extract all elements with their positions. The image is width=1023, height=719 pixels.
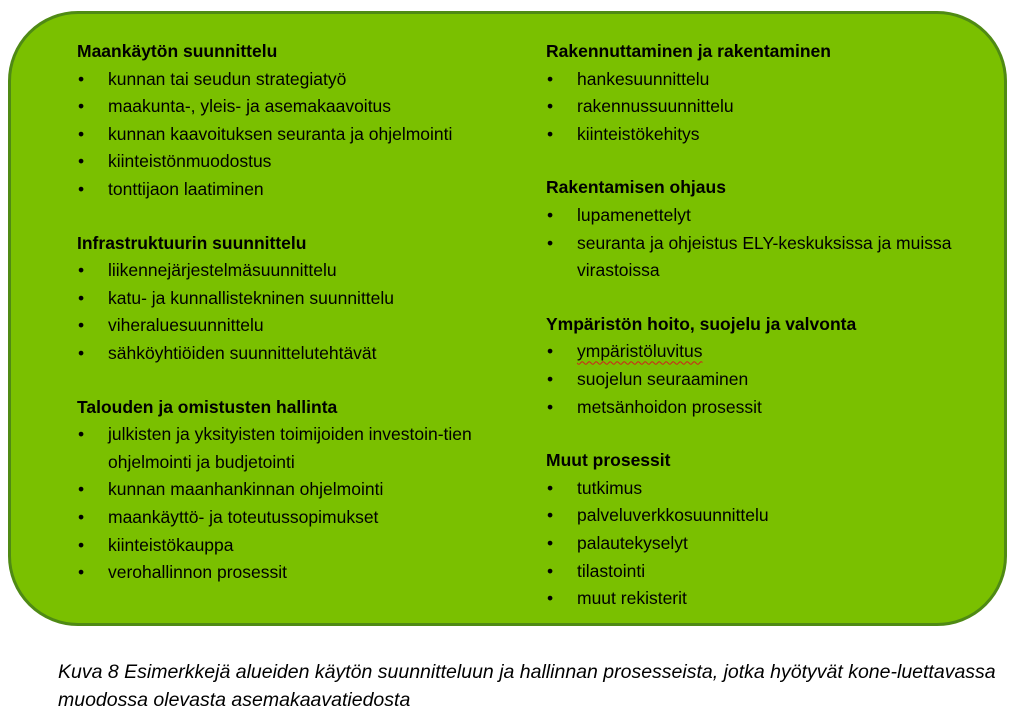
section-heading: Infrastruktuurin suunnittelu [77, 232, 307, 253]
list-item: • muut rekisterit [546, 585, 986, 613]
bullet-icon: • [547, 396, 554, 417]
bullet-icon: • [78, 342, 85, 363]
left-column [77, 38, 517, 613]
list-item: • palautekyselyt [546, 530, 986, 558]
list-item: • kunnan maanhankinnan ohjelmointi [77, 476, 517, 504]
list-item: • maakunta-, yleis- ja asemakaavoitus [77, 93, 517, 121]
bullet-icon: • [547, 232, 554, 253]
list-item: • tutkimus [546, 475, 986, 503]
list-item: • palveluverkkosuunnittelu [546, 502, 986, 530]
bullet-icon: • [547, 123, 554, 144]
bullet-list [546, 66, 986, 149]
bullet-icon: • [78, 151, 85, 172]
list-item: • lupamenettelyt [546, 202, 986, 230]
bullet-icon: • [547, 588, 554, 609]
bullet-icon: • [78, 534, 85, 555]
figure-caption: Kuva 8 Esimerkkejä alueiden käytön suunnitteluun ja hallinnan prosesseista, jotka hyötyvät kone-luettavassa muodossa olevasta asemakaavatiedosta [58, 661, 996, 711]
bullet-icon: • [547, 96, 554, 117]
list-item: • tilastointi [546, 558, 986, 586]
bullet-icon: • [547, 68, 554, 89]
bullet-icon: • [547, 341, 554, 362]
list-item: • viheraluesuunnittelu [77, 312, 517, 340]
bullet-icon: • [78, 123, 85, 144]
bullet-icon: • [78, 479, 85, 500]
list-item: • sähköyhtiöiden suunnittelutehtävät [77, 340, 517, 368]
list-item: • kunnan kaavoituksen seuranta ja ohjelmointi [77, 121, 517, 149]
list-item: • rakennussuunnittelu [546, 93, 986, 121]
list-item: • hankesuunnittelu [546, 66, 986, 94]
list-item: • suojelun seuraaminen [546, 366, 986, 394]
list-item: • kunnan tai seudun strategiatyö [77, 66, 517, 94]
list-item: • maankäyttö- ja toteutussopimukset [77, 504, 517, 532]
bullet-icon: • [78, 178, 85, 199]
list-item: • kiinteistönmuodostus [77, 148, 517, 176]
bullet-icon: • [78, 68, 85, 89]
section-maankayton-suunnittelu [77, 38, 517, 204]
spellcheck-underlined-text: ympäristöluvitus [577, 341, 703, 362]
bullet-list [546, 338, 986, 421]
list-item: • kiinteistökehitys [546, 121, 986, 149]
bullet-icon: • [78, 287, 85, 308]
bullet-icon: • [78, 260, 85, 281]
bullet-icon: • [547, 560, 554, 581]
bullet-list [77, 421, 517, 587]
bullet-list [546, 475, 986, 613]
list-item [546, 338, 986, 366]
bullet-list [546, 202, 986, 285]
bullet-list [77, 257, 517, 367]
list-item: • kiinteistökauppa [77, 532, 517, 560]
section-muut-prosessit [546, 447, 986, 613]
section-ympariston-hoito [546, 311, 986, 421]
list-item: • seuranta ja ohjeistus ELY-keskuksissa ja muissa virastoissa [546, 230, 972, 285]
bullet-icon: • [547, 532, 554, 553]
bullet-icon: • [547, 477, 554, 498]
bullet-icon: • [78, 506, 85, 527]
section-heading: Muut prosessit [546, 450, 671, 471]
section-rakennuttaminen [546, 38, 986, 148]
green-rounded-panel [8, 11, 1007, 626]
section-heading: Rakentamisen ohjaus [546, 177, 726, 198]
bullet-icon: • [547, 368, 554, 389]
right-column [546, 38, 986, 639]
list-item: • tonttijaon laatiminen [77, 176, 517, 204]
list-item: • julkisten ja yksityisten toimijoiden investoin-tien ohjelmointi ja budjetointi [77, 421, 508, 476]
section-heading: Ympäristön hoito, suojelu ja valvonta [546, 313, 857, 334]
bullet-list [77, 66, 517, 204]
bullet-icon: • [78, 424, 85, 445]
section-rakentamisen-ohjaus [546, 174, 986, 284]
bullet-icon: • [547, 505, 554, 526]
section-infrastruktuurin-suunnittelu [77, 230, 517, 368]
section-talouden-ja-omistusten-hallinta [77, 394, 517, 587]
section-heading: Talouden ja omistusten hallinta [77, 396, 338, 417]
section-heading: Maankäytön suunnittelu [77, 41, 278, 61]
list-item: • liikennejärjestelmäsuunnittelu [77, 257, 517, 285]
bullet-icon: • [547, 204, 554, 225]
list-item: • verohallinnon prosessit [77, 559, 517, 587]
bullet-icon: • [78, 96, 85, 117]
bullet-icon: • [78, 315, 85, 336]
section-heading: Rakennuttaminen ja rakentaminen [546, 41, 831, 61]
bullet-icon: • [78, 562, 85, 583]
list-item: • katu- ja kunnallistekninen suunnittelu [77, 285, 517, 313]
list-item: • metsänhoidon prosessit [546, 394, 986, 422]
